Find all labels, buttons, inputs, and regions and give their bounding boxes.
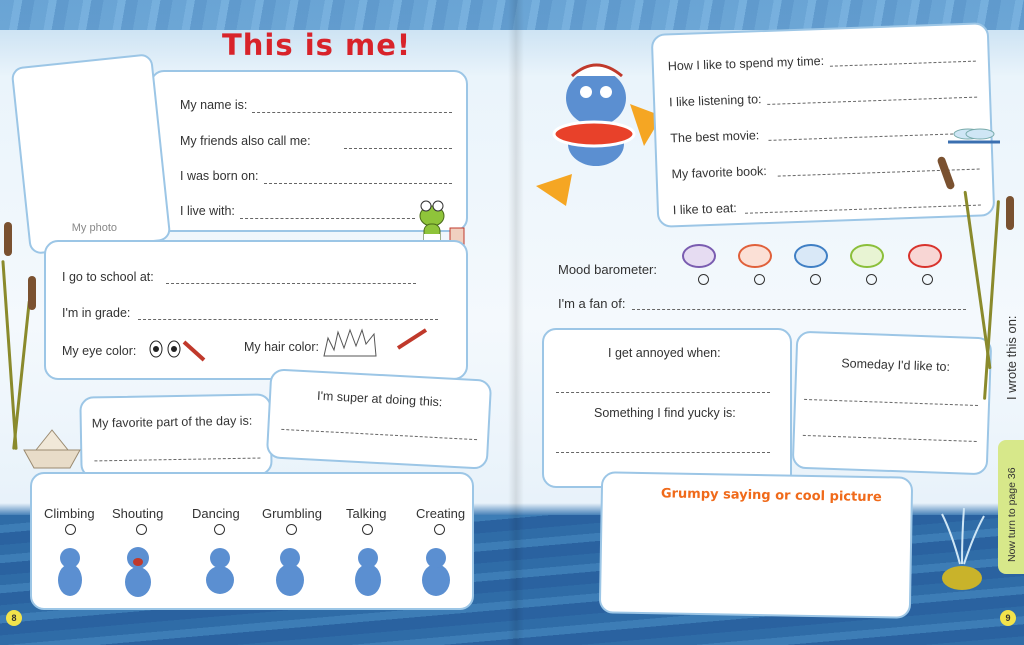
annoyed-line[interactable] xyxy=(556,392,770,393)
eat-label: I like to eat: xyxy=(672,201,738,218)
activity-radio-creating[interactable] xyxy=(434,524,445,535)
mood-face-purple xyxy=(682,244,716,268)
eyes-icon xyxy=(148,338,208,368)
wrote-on-label: I wrote this on: xyxy=(1004,315,1019,400)
movie-label: The best movie: xyxy=(670,128,760,146)
spend-time-line[interactable] xyxy=(830,61,976,67)
annoyed-card xyxy=(542,328,792,488)
live-with-label: I live with: xyxy=(180,204,235,218)
nickname-label: My friends also call me: xyxy=(180,134,311,148)
listening-label: I like listening to: xyxy=(668,92,762,110)
activity-radio-talking[interactable] xyxy=(362,524,373,535)
eye-color-label: My eye color: xyxy=(62,344,137,358)
school-card xyxy=(44,240,468,380)
page-title: This is me! xyxy=(222,28,412,62)
photo-frame[interactable] xyxy=(11,53,172,255)
nickname-line[interactable] xyxy=(344,148,452,149)
born-line[interactable] xyxy=(264,183,452,184)
school-line[interactable] xyxy=(166,283,416,284)
fan-line[interactable] xyxy=(632,309,966,310)
activity-radio-shouting[interactable] xyxy=(136,524,147,535)
mood-radio-5[interactable] xyxy=(922,274,933,285)
mood-face-orange xyxy=(738,244,772,268)
fan-label: I'm a fan of: xyxy=(558,296,626,311)
fountain-icon xyxy=(932,504,992,596)
someday-card xyxy=(792,331,993,476)
name-line[interactable] xyxy=(252,112,452,113)
activity-shouting: Shouting xyxy=(112,506,164,521)
grade-line[interactable] xyxy=(138,319,438,320)
troll-talking-icon xyxy=(344,540,394,604)
activity-radio-grumbling[interactable] xyxy=(286,524,297,535)
live-with-line[interactable] xyxy=(240,218,415,219)
cattail xyxy=(4,222,12,256)
mood-radio-3[interactable] xyxy=(810,274,821,285)
grade-label: I'm in grade: xyxy=(62,306,131,320)
mood-radio-1[interactable] xyxy=(698,274,709,285)
favorite-part-card xyxy=(79,393,272,478)
name-label: My name is: xyxy=(180,98,248,112)
mood-radio-4[interactable] xyxy=(866,274,877,285)
troll-swimmer-illustration xyxy=(526,46,668,216)
hair-color-label: My hair color: xyxy=(244,340,320,354)
dragonfly-icon xyxy=(944,124,1004,154)
hair-icon xyxy=(318,324,430,360)
mood-radio-2[interactable] xyxy=(754,274,765,285)
paper-boat-icon xyxy=(22,428,82,470)
activity-radio-climbing[interactable] xyxy=(65,524,76,535)
troll-creating-icon xyxy=(412,540,462,604)
page-gutter xyxy=(508,0,524,645)
mood-label: Mood barometer: xyxy=(558,262,657,277)
troll-grumbling-icon xyxy=(266,540,316,604)
mood-face-blue xyxy=(794,244,828,268)
activity-grumbling: Grumbling xyxy=(262,506,322,521)
activity-dancing: Dancing xyxy=(192,506,240,521)
super-at-line[interactable] xyxy=(281,429,477,440)
school-label: I go to school at: xyxy=(62,270,154,284)
page-number-left: 8 xyxy=(6,610,22,626)
troll-climbing-icon xyxy=(46,540,96,604)
eat-line[interactable] xyxy=(745,205,981,214)
favorite-part-line[interactable] xyxy=(94,458,260,462)
page-number-right: 9 xyxy=(1000,610,1016,626)
super-at-card xyxy=(266,368,492,469)
spend-time-label: How I like to spend my time: xyxy=(667,53,825,74)
grumpy-label: Grumpy saying or cool picture xyxy=(660,486,882,506)
cattail xyxy=(1006,196,1014,230)
someday-line-2[interactable] xyxy=(803,435,977,442)
activity-creating: Creating xyxy=(416,506,466,521)
activity-radio-dancing[interactable] xyxy=(214,524,225,535)
listening-line[interactable] xyxy=(767,97,977,105)
mood-face-red xyxy=(908,244,942,268)
now-turn-label: Now turn to page 36 xyxy=(1006,467,1018,562)
born-label: I was born on: xyxy=(180,169,259,183)
someday-label: Someday I'd like to: xyxy=(841,356,951,374)
favorite-part-label: My favorite part of the day is: xyxy=(91,413,253,431)
yucky-line[interactable] xyxy=(556,452,770,453)
annoyed-label: I get annoyed when: xyxy=(608,346,721,360)
someday-line-1[interactable] xyxy=(804,399,978,406)
activity-climbing: Climbing xyxy=(44,506,95,521)
reed xyxy=(983,200,1000,400)
activity-talking: Talking xyxy=(346,506,387,521)
grumpy-card[interactable] xyxy=(599,471,913,618)
troll-dancing-icon xyxy=(190,540,250,604)
yucky-label: Something I find yucky is: xyxy=(594,406,736,420)
troll-shouting-icon xyxy=(114,540,164,604)
book-label: My favorite book: xyxy=(671,163,768,182)
photo-label: My photo xyxy=(71,222,118,235)
activities-card xyxy=(30,472,474,610)
cattail xyxy=(28,276,36,310)
super-at-label: I'm super at doing this: xyxy=(316,388,443,410)
mood-face-green xyxy=(850,244,884,268)
